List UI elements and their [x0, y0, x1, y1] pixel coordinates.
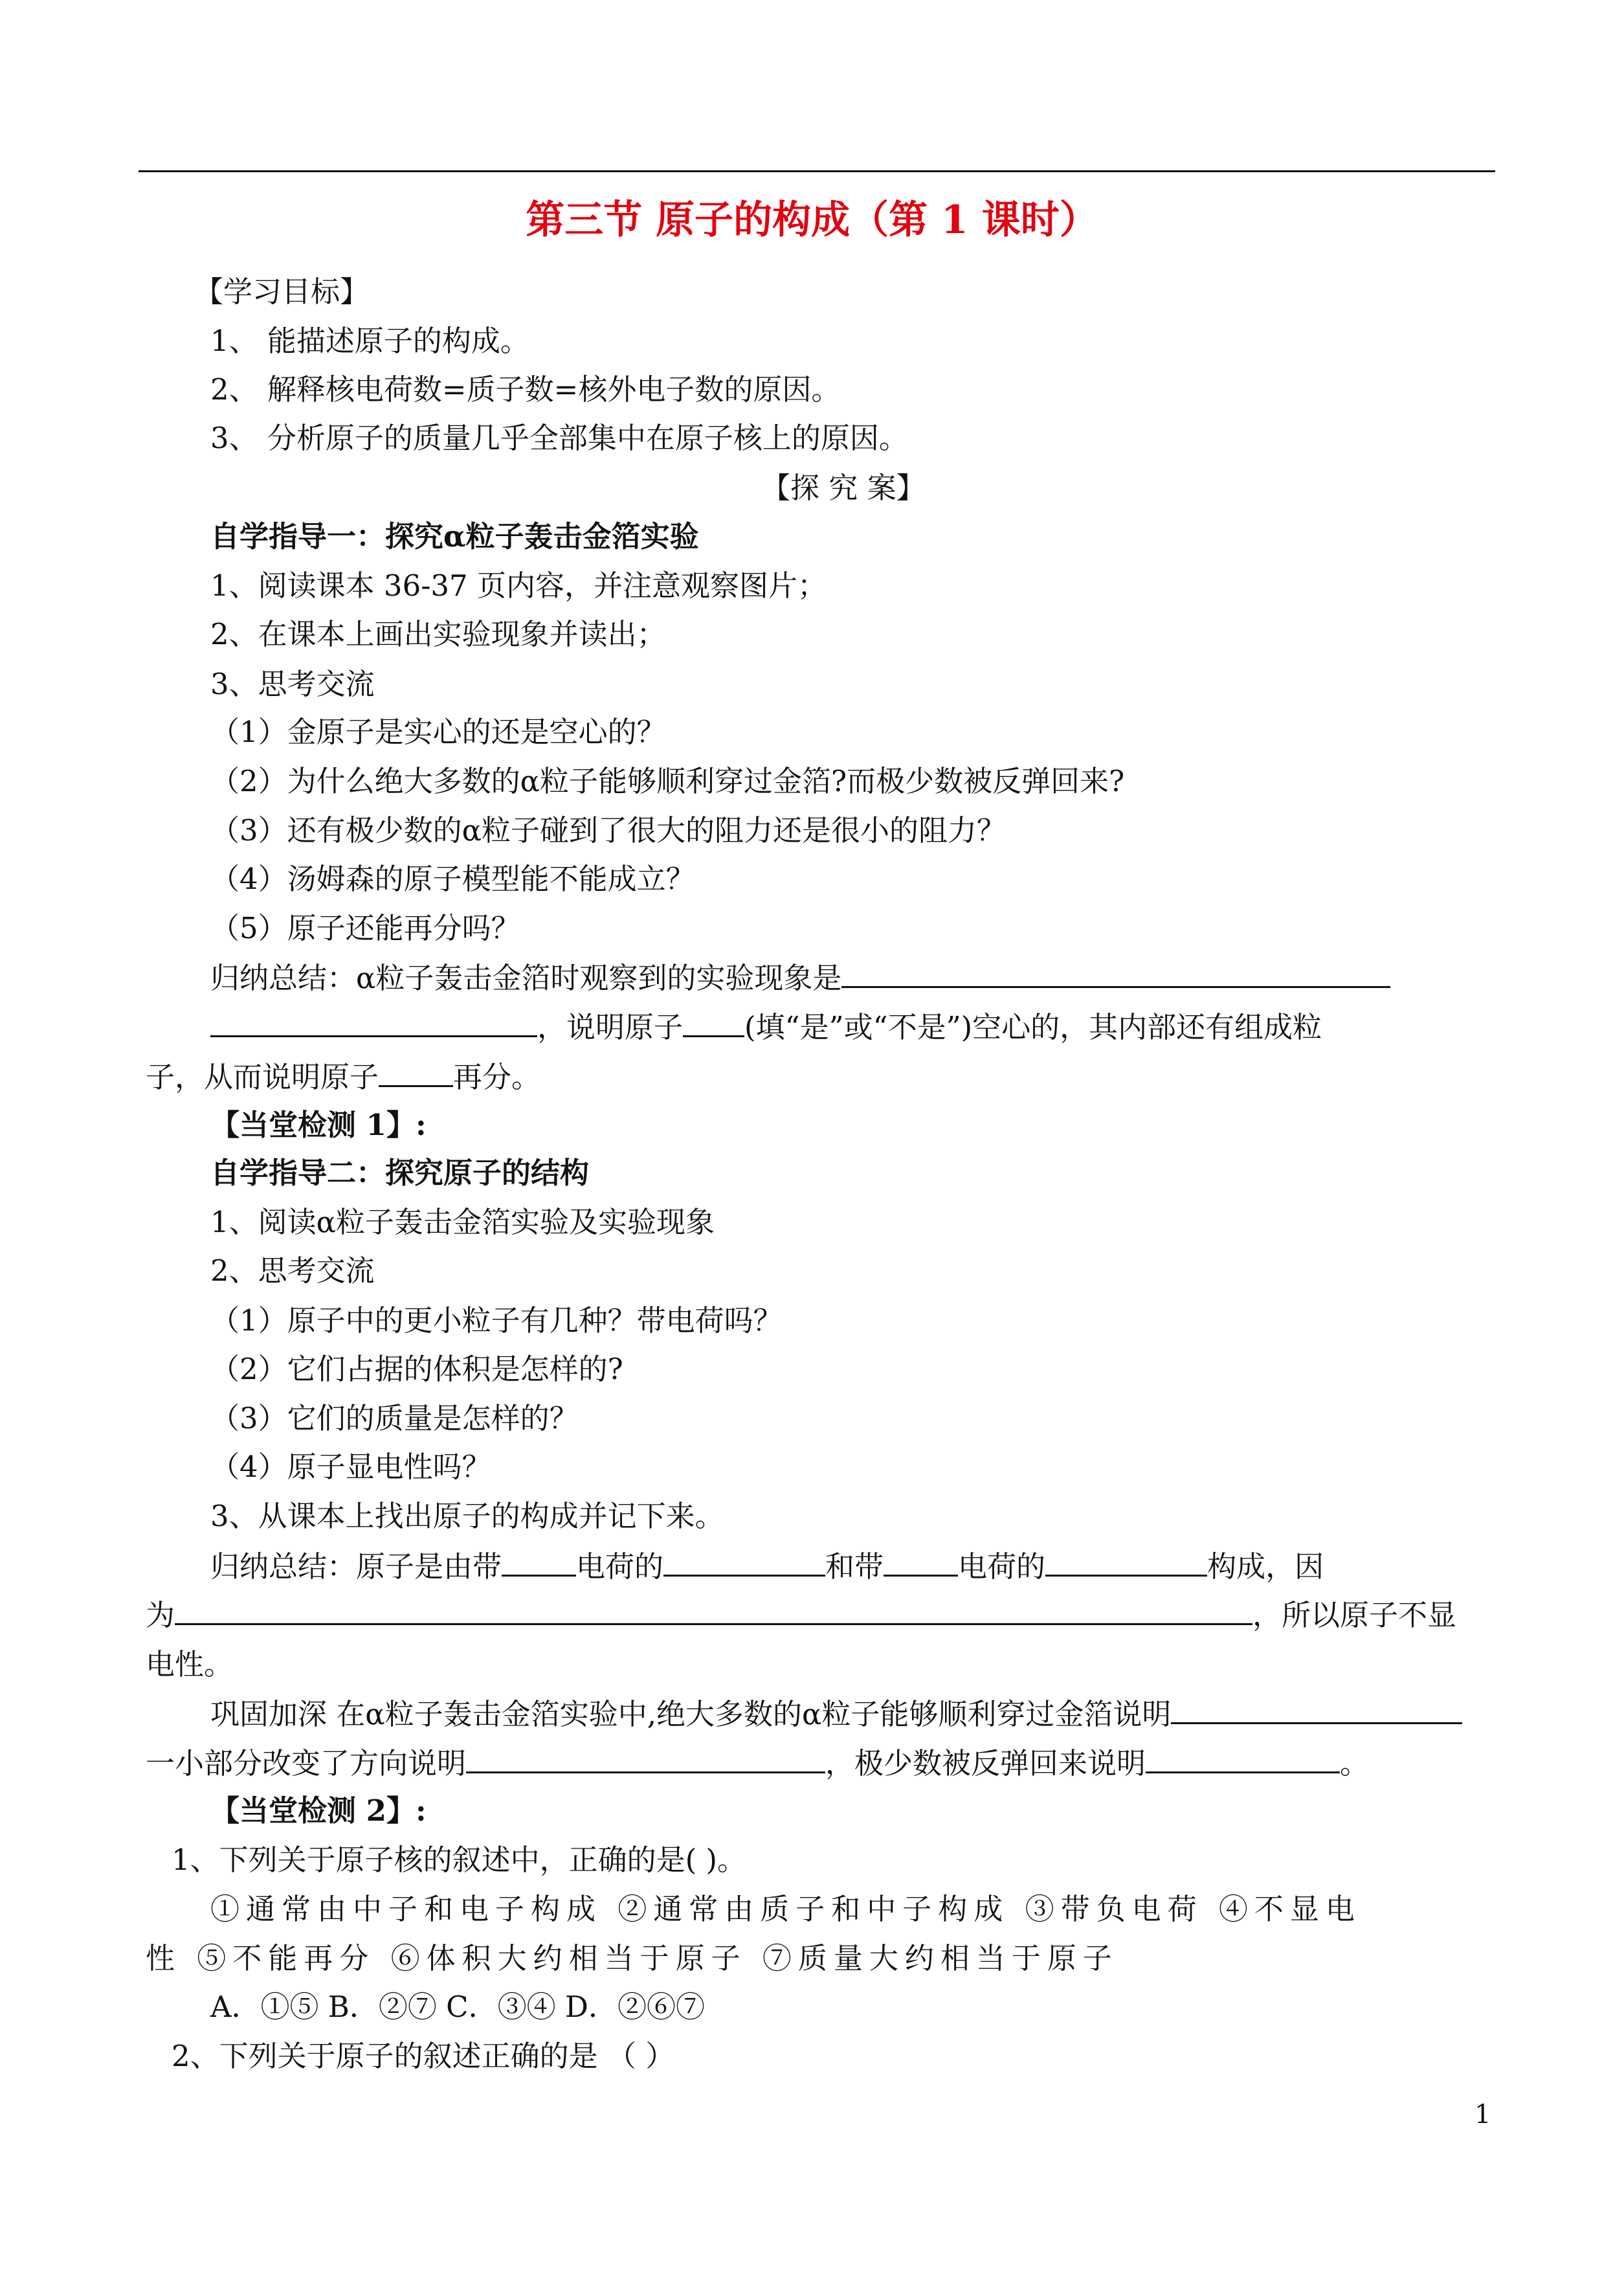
page-number: 1 — [1474, 2100, 1491, 2129]
guide2-summary-line — [210, 1546, 1324, 1586]
summary-text: 电荷的 — [576, 1549, 664, 1584]
guide1-item: 3、思考交流 — [210, 667, 375, 701]
fill-blank[interactable] — [1045, 1546, 1207, 1577]
guide2-question: （4）原子显电性吗？ — [210, 1450, 491, 1484]
summary-text: ，所以原子不显 — [1252, 1598, 1457, 1632]
guide2-question: （1）原子中的更小粒子有几种？带电荷吗？ — [210, 1303, 783, 1338]
objective-item: 3、 分析原子的质量几乎全部集中在原子核上的原因。 — [210, 421, 908, 455]
summary-text: 为 — [146, 1598, 175, 1632]
fill-blank[interactable] — [379, 1057, 453, 1087]
fill-blank[interactable] — [841, 958, 1390, 988]
guide2-heading: 自学指导二：探究原子的结构 — [210, 1156, 590, 1190]
guide1-question: （3）还有极少数的α粒子碰到了很大的阻力还是很小的阻力？ — [210, 813, 1007, 848]
guide1-summary-line — [146, 1057, 540, 1097]
guide2-summary-line — [146, 1595, 1456, 1635]
guide2-item: 2、思考交流 — [210, 1253, 375, 1288]
fill-blank[interactable] — [683, 1007, 744, 1037]
summary-text: 电荷的 — [958, 1549, 1046, 1584]
consolidate-text: 。 — [1340, 1746, 1370, 1781]
check1-heading: 【当堂检测 1】: — [210, 1108, 427, 1142]
summary-text: 子，从而说明原子 — [146, 1060, 379, 1094]
fill-blank[interactable] — [466, 1743, 825, 1773]
summary-text: ，说明原子 — [537, 1010, 684, 1044]
guide1-summary-line — [210, 1007, 1322, 1047]
fill-blank[interactable] — [1146, 1743, 1340, 1773]
guide2-summary-line: 电性。 — [146, 1647, 234, 1681]
guide1-summary-line — [210, 958, 1390, 998]
guide1-item: 2、在课本上画出实验现象并读出； — [210, 617, 666, 651]
guide2-question: （3）它们的质量是怎样的？ — [210, 1401, 579, 1435]
guide1-question: （4）汤姆森的原子模型能不能成立？ — [210, 862, 695, 896]
guide2-item: 1、阅读α粒子轰击金箔实验及实验现象 — [210, 1205, 715, 1239]
consolidate-text: 一小部分改变了方向说明 — [146, 1746, 467, 1781]
guide1-question: （2）为什么绝大多数的α粒子能够顺利穿过金箔?而极少数被反弹回来? — [210, 764, 1125, 798]
fill-blank[interactable] — [210, 1007, 537, 1037]
question-2-stem: 2、下列关于原子的叙述正确的是 （ ） — [172, 2039, 675, 2073]
question-1-stem: 1、下列关于原子核的叙述中，正确的是( )。 — [172, 1843, 747, 1877]
summary-text: 归纳总结：原子是由带 — [210, 1549, 502, 1584]
question-1-choices: A．①⑤ B．②⑦ C．③④ D．②⑥⑦ — [210, 1990, 705, 2024]
guide1-question: （1）金原子是实心的还是空心的？ — [210, 715, 666, 749]
header-rule — [139, 170, 1495, 172]
summary-text: 再分。 — [453, 1060, 541, 1094]
summary-text: 归纳总结：α粒子轰击金箔时观察到的实验现象是 — [210, 961, 842, 995]
consolidate-text: 巩固加深 在α粒子轰击金箔实验中,绝大多数的α粒子能够顺利穿过金箔说明 — [210, 1697, 1172, 1731]
consolidate-text: ，极少数被反弹回来说明 — [825, 1746, 1146, 1781]
fill-blank[interactable] — [502, 1546, 576, 1577]
guide2-item: 3、从课本上找出原子的构成并记下来。 — [210, 1499, 724, 1533]
summary-text: 和带 — [825, 1549, 884, 1584]
summary-text: 构成，因 — [1207, 1549, 1324, 1584]
fill-blank[interactable] — [663, 1546, 825, 1577]
guide1-item: 1、阅读课本 36-37 页内容，并注意观察图片； — [210, 568, 827, 603]
objective-item: 2、 解释核电荷数=质子数=核外电子数的原因。 — [210, 372, 841, 407]
check2-heading: 【当堂检测 2】: — [210, 1793, 427, 1828]
fill-blank[interactable] — [175, 1595, 1252, 1625]
guide1-question: （5）原子还能再分吗？ — [210, 911, 520, 945]
objective-item: 1、 能描述原子的构成。 — [210, 324, 529, 358]
guide2-question: （2）它们占据的体积是怎样的? — [210, 1352, 623, 1386]
fill-blank[interactable] — [1171, 1694, 1462, 1724]
guide1-heading: 自学指导一：探究α粒子轰击金箔实验 — [210, 519, 699, 554]
consolidate-line — [146, 1743, 1369, 1783]
page-title: 第三节 原子的构成（第 1 课时） — [526, 197, 1098, 243]
fill-blank[interactable] — [884, 1546, 958, 1577]
summary-text: (填“是”或“不是”)空心的，其内部还有组成粒 — [744, 1010, 1322, 1044]
objectives-heading: 【学习目标】 — [194, 275, 370, 309]
consolidate-line — [210, 1694, 1462, 1734]
explore-heading: 【探 究 案】 — [761, 471, 926, 505]
question-1-options: 性 ⑤不能再分 ⑥体积大约相当于原子 ⑦质量大约相当于原子 — [146, 1941, 1118, 1975]
question-1-options: ①通常由中子和电子构成 ②通常由质子和中子构成 ③带负电荷 ④不显电 — [210, 1892, 1361, 1926]
